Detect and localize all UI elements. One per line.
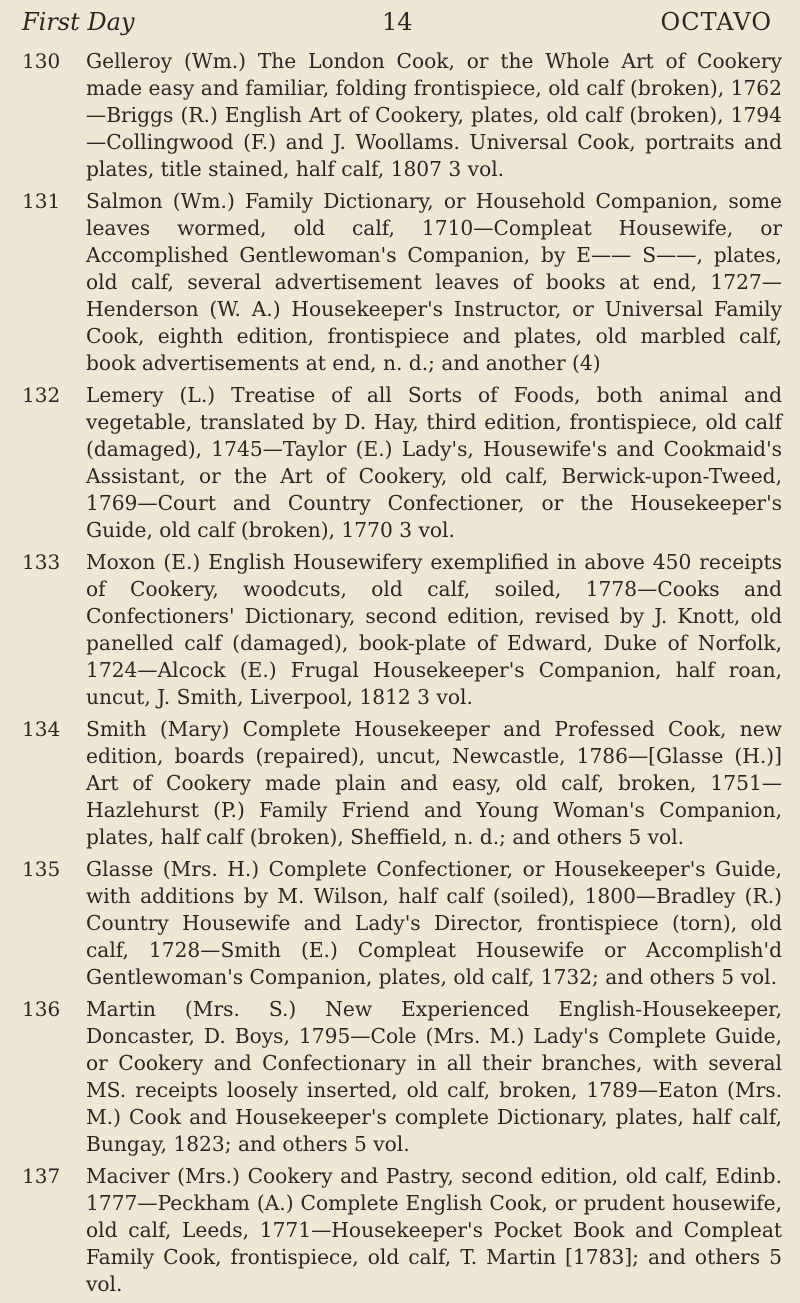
lot-entry (22, 996, 782, 1158)
lot-list (22, 48, 782, 1303)
lot-description: Smith (Mary) Complete Housekeeper and Professed Cook, new edition, boards (repaired), uncut, Newcastle, 1786—[Glasse (H.)] Art of Cookery made plain and easy, old calf, broken, 1751—Hazlehurst (P.) Family Friend and Young Woman's Companion, plates, half calf (broken), Sheffield, n. d.; and others 5 vol. (86, 717, 782, 849)
lot-entry (22, 188, 782, 377)
lot-description: Lemery (L.) Treatise of all Sorts of Foods, both animal and vegetable, translated by D. Hay, third edition, frontispiece, old calf (damaged), 1745—Taylor (E.) Lady's, Housewife's and Cookmaid's Assistant, or the Art of Cookery, old calf, Berwick-upon-Tweed, 1769—Court and Country Confectioner, or the Housekeeper's Guide, old calf (broken), 1770 3 vol. (86, 383, 782, 542)
lot-description: Gelleroy (Wm.) The London Cook, or the Whole Art of Cookery made easy and familiar, folding frontispiece, old calf (broken), 1762—Briggs (R.) English Art of Cookery, plates, old calf (broken), 1794—Collingwood (F.) and J. Woollams. Universal Cook, portraits and plates, title stained, half calf, 1807 3 vol. (86, 49, 782, 181)
lot-number: 132 (22, 383, 61, 407)
lot-number: 131 (22, 189, 61, 213)
lot-number: 137 (22, 1164, 61, 1188)
lot-entry (22, 716, 782, 851)
lot-entry (22, 48, 782, 183)
format-label: OCTAVO (660, 8, 772, 36)
lot-description: Moxon (E.) English Housewifery exemplified in above 450 receipts of Cookery, woodcuts, old calf, soiled, 1778—Cooks and Confectioners' Dictionary, second edition, revised by J. Knott, old panelled calf (damaged), book-plate of Edward, Duke of Norfolk, 1724—Alcock (E.) Frugal Housekeeper's Companion, half roan, uncut, J. Smith, Liverpool, 1812 3 vol. (86, 550, 782, 709)
lot-entry (22, 1163, 782, 1298)
lot-number: 134 (22, 717, 61, 741)
lot-description: Maciver (Mrs.) Cookery and Pastry, second edition, old calf, Edinb. 1777—Peckham (A.) Complete English Cook, or prudent housewife, old calf, Leeds, 1771—Housekeeper's Pocket Book and Compleat Family Cook, frontispiece, old calf, T. Martin [1783]; and others 5 vol. (86, 1164, 782, 1296)
lot-number: 135 (22, 857, 61, 881)
lot-description: Martin (Mrs. S.) New Experienced English-Housekeeper, Doncaster, D. Boys, 1795—Cole (Mrs. M.) Lady's Complete Guide, or Cookery and Confectionary in all their branches, with several MS. receipts loosely inserted, old calf, broken, 1789—Eaton (Mrs. M.) Cook and Housekeeper's complete Dictionary, plates, half calf, Bungay, 1823; and others 5 vol. (86, 997, 782, 1156)
lot-entry (22, 856, 782, 991)
section-title: First Day (22, 8, 135, 36)
page-header (22, 8, 772, 42)
page-number: 14 (382, 8, 413, 36)
lot-description: Salmon (Wm.) Family Dictionary, or Household Companion, some leaves wormed, old calf, 1710—Compleat Housewife, or Accomplished Gentlewoman's Companion, by E—— S——, plates, old calf, several advertisement leaves of books at end, 1727—Henderson (W. A.) Housekeeper's Instructor, or Universal Family Cook, eighth edition, frontispiece and plates, old marbled calf, book advertisements at end, n. d.; and another (4) (86, 189, 782, 375)
lot-entry (22, 549, 782, 711)
lot-number: 130 (22, 49, 61, 73)
lot-number: 133 (22, 550, 61, 574)
lot-number: 136 (22, 997, 61, 1021)
lot-description: Glasse (Mrs. H.) Complete Confectioner, or Housekeeper's Guide, with additions by M. Wilson, half calf (soiled), 1800—Bradley (R.) Country Housewife and Lady's Director, frontispiece (torn), old calf, 1728—Smith (E.) Compleat Housewife or Accomplish'd Gentlewoman's Companion, plates, old calf, 1732; and others 5 vol. (86, 857, 782, 989)
lot-entry (22, 382, 782, 544)
